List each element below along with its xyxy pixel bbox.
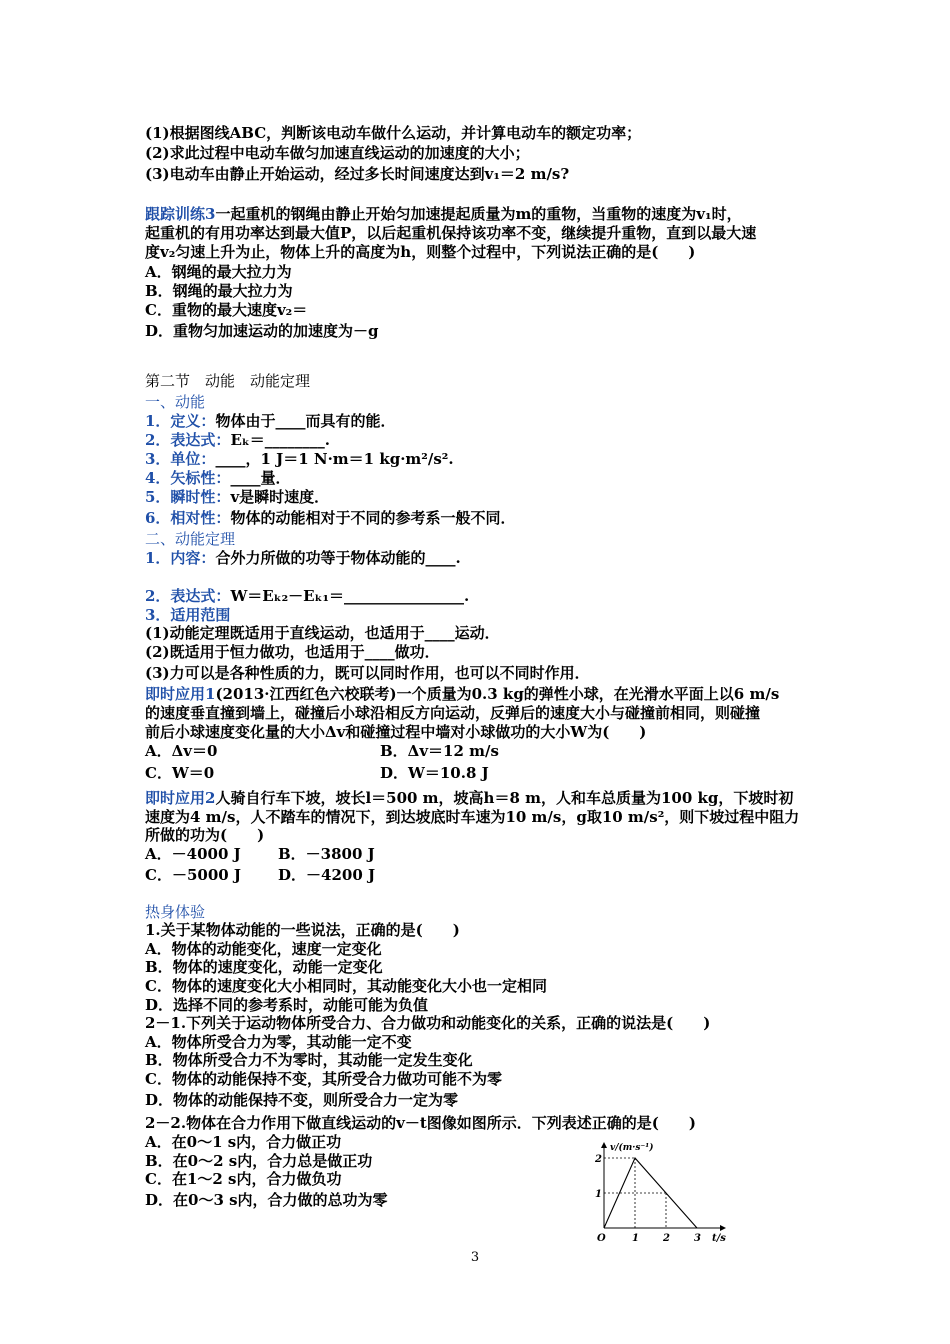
app1-text-1: (2013·江西红色六校联考)一个质量为0.3 kg的弹性小球，在光滑水平面上以6 m/s	[215, 685, 780, 703]
track3-option-c: C．重物的最大速度v₂＝	[145, 301, 308, 319]
x-axis-label: t/s	[712, 1233, 726, 1244]
app1-option-a: A．Δv＝0	[145, 742, 218, 760]
scope-item-3: (3)力可以是各种性质的力，既可以同时作用，也可以不同时作用．	[145, 664, 590, 682]
question-line-1: (1)根据图线ABC，判断该电动车做什么运动，并计算电动车的额定功率；	[145, 124, 642, 142]
warmup-q1: 1.关于某物体动能的一些说法，正确的是( )	[145, 921, 460, 939]
item-label: 2．表达式：	[145, 431, 231, 449]
item-label: 5．瞬时性：	[145, 488, 231, 506]
app2-line-3: 所做的功为( )	[145, 826, 265, 844]
page-number: 3	[470, 1250, 480, 1265]
warmup-q1-option-a: A．物体的动能变化，速度一定变化	[145, 940, 382, 958]
part1-item-6	[145, 509, 515, 528]
item-text: 合外力所做的功等于物体动能的____.	[215, 549, 461, 567]
x-tick-label: 2	[663, 1233, 670, 1244]
app1-label: 即时应用1	[145, 685, 216, 703]
part1-item-4	[145, 469, 290, 488]
warmup-q1-option-c: C．物体的速度变化大小相同时，其动能变化大小也一定相同	[145, 977, 547, 995]
track3-option-a: A．钢绳的最大拉力为	[145, 263, 292, 281]
item-text: v是瞬时速度．	[230, 488, 330, 506]
warmup-q21-option-d: D．物体的动能保持不变，则所受合力一定为零	[145, 1091, 459, 1109]
app1-option-b: B．Δv＝12 m/s	[380, 742, 499, 760]
app2-option-a: A．－4000 J	[145, 845, 241, 863]
item-label: 6．相对性：	[145, 509, 231, 527]
warmup-q1-option-d: D．选择不同的参考系时，动能可能为负值	[145, 996, 429, 1014]
app1-line-1	[145, 685, 779, 704]
item-text: 物体由于____而具有的能．	[215, 412, 396, 430]
part1-item-5	[145, 488, 329, 507]
item-text: W＝Eₖ₂－Eₖ₁＝________________.	[230, 587, 470, 605]
warmup-q1-option-b: B．物体的速度变化，动能一定变化	[145, 958, 383, 976]
warmup-q22-option-d: D．在0～3 s内，合力做的总功为零	[145, 1191, 388, 1209]
warmup-q21-option-b: B．物体所受合力不为零时，其动能一定发生变化	[145, 1051, 473, 1069]
y-axis-label: v/(m·s⁻¹)	[610, 1143, 654, 1153]
part1-item-2	[145, 431, 330, 450]
y-axis-arrow	[601, 1142, 607, 1148]
app1-option-c: C．W＝0	[145, 764, 215, 782]
x-axis-arrow	[720, 1225, 726, 1231]
scope-item-2: (2)既适用于恒力做功，也适用于____做功．	[145, 643, 440, 661]
scope-item-1: (1)动能定理既适用于直线运动，也适用于____运动．	[145, 624, 500, 642]
warmup-q22-option-b: B．在0～2 s内，合力总是做正功	[145, 1152, 373, 1170]
item-text: 物体的动能相对于不同的参考系一般不同．	[230, 509, 516, 527]
track3-line-3: 度v₂匀速上升为止，物体上升的高度为h，则整个过程中，下列说法正确的是( )	[145, 243, 696, 261]
app1-option-d: D．W＝10.8 J	[380, 764, 489, 782]
track3-label: 跟踪训练3	[145, 205, 216, 223]
item-text: Eₖ＝________.	[230, 431, 330, 449]
item-label: 3．单位：	[145, 450, 216, 468]
track3-line-1	[145, 205, 742, 224]
part2-scope: 3．适用范围	[145, 606, 231, 624]
part1-title: 一、动能	[145, 393, 206, 411]
app2-option-c: C．－5000 J	[145, 866, 242, 884]
app2-option-b: B．－3800 J	[278, 845, 375, 863]
part2-title: 二、动能定理	[145, 530, 236, 548]
warmup-title: 热身体验	[145, 903, 206, 921]
x-tick-label: 3	[694, 1233, 701, 1244]
item-text: ____，1 J＝1 N·m＝1 kg·m²/s².	[215, 450, 454, 468]
item-label: 4．矢标性：	[145, 469, 231, 487]
section-title: 第二节 动能 动能定理	[145, 372, 311, 390]
y-tick-label: 1	[595, 1189, 602, 1200]
app1-line-3: 前后小球速度变化量的大小Δv和碰撞过程中墙对小球做功的大小W为( )	[145, 723, 647, 741]
app2-line-1	[145, 789, 793, 808]
question-line-3: (3)电动车由静止开始运动，经过多长时间速度达到v₁＝2 m/s?	[145, 165, 570, 183]
track3-line-2: 起重机的有用功率达到最大值P，以后起重机保持该功率不变，继续提升重物，直到以最大速	[145, 224, 757, 242]
part1-item-3	[145, 450, 454, 469]
part1-item-1	[145, 412, 395, 431]
item-text: ____量．	[230, 469, 291, 487]
app2-text-1: 人骑自行车下坡，坡长l＝500 m，坡高h＝8 m，人和车总质量为100 kg，下坡时初	[215, 789, 794, 807]
y-tick-label: 2	[595, 1154, 602, 1165]
app2-line-2: 速度为4 m/s，人不踏车的情况下，到达坡底时车速为10 m/s，g取10 m/s²，则下坡过程中阻力	[145, 808, 800, 826]
app2-option-d: D．－4200 J	[278, 866, 376, 884]
item-label: 1．内容：	[145, 549, 216, 567]
vt-graph	[592, 1140, 732, 1248]
app1-line-2: 的速度垂直撞到墙上，碰撞后小球沿相反方向运动，反弹后的速度大小与碰撞前相同，则碰撞	[145, 704, 761, 722]
track3-option-b: B．钢绳的最大拉力为	[145, 282, 293, 300]
origin-label: O	[597, 1233, 606, 1244]
item-label: 1．定义：	[145, 412, 216, 430]
x-tick-label: 1	[632, 1233, 639, 1244]
warmup-q21: 2－1.下列关于运动物体所受合力、合力做功和动能变化的关系，正确的说法是( )	[145, 1014, 711, 1032]
warmup-q22-option-a: A．在0～1 s内，合力做正功	[145, 1133, 342, 1151]
question-line-2: (2)求此过程中电动车做匀加速直线运动的加速度的大小；	[145, 144, 530, 162]
item-label: 2．表达式：	[145, 587, 231, 605]
warmup-q22-option-c: C．在1～2 s内，合力做负功	[145, 1170, 342, 1188]
track3-option-d: D．重物匀加速运动的加速度为－g	[145, 322, 379, 340]
warmup-q22: 2－2.物体在合力作用下做直线运动的v－t图像如图所示．下列表述正确的是( )	[145, 1114, 696, 1132]
part2-expression	[145, 587, 469, 606]
app2-label: 即时应用2	[145, 789, 216, 807]
warmup-q21-option-a: A．物体所受合力为零，其动能一定不变	[145, 1033, 412, 1051]
part2-content	[145, 549, 461, 568]
warmup-q21-option-c: C．物体的动能保持不变，其所受合力做功可能不为零	[145, 1070, 502, 1088]
track3-text-1: 一起重机的钢绳由静止开始匀加速提起质量为m的重物，当重物的速度为v₁时，	[215, 205, 742, 223]
